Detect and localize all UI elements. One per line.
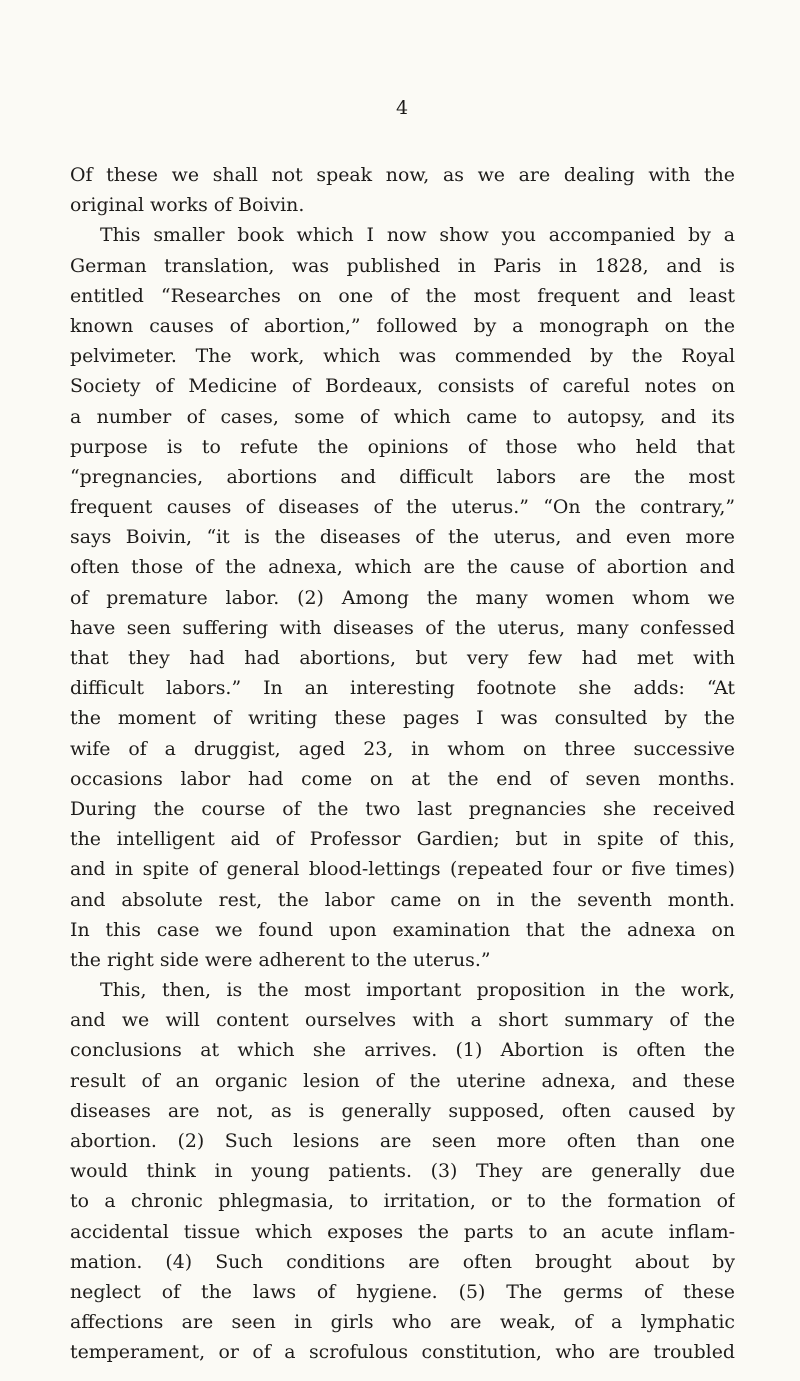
text-line: During the course of the two last pregnancies she received [70, 797, 735, 820]
text-line: to a chronic phlegmasia, to irritation, or to the formation of [70, 1190, 735, 1213]
text-line: frequent causes of diseases of the uterus.” “On the contrary,” [70, 496, 735, 519]
text-line: This, then, is the most important proposition in the work, [100, 979, 735, 1002]
text-line: wife of a druggist, aged 23, in whom on three successive [70, 737, 735, 760]
text-line: difficult labors.” In an interesting footnote she adds: “At [70, 677, 735, 700]
text-line: result of an organic lesion of the uterine adnexa, and these [70, 1069, 735, 1092]
text-line: mation. (4) Such conditions are often brought about by [70, 1250, 735, 1273]
text-line: the right side were adherent to the uterus.” [70, 948, 491, 971]
text-line: that they had had abortions, but very few had met with [70, 647, 735, 669]
text-line: have seen suffering with diseases of the uterus, many confessed [70, 616, 735, 639]
text-line: German translation, was published in Paris in 1828, and is [70, 254, 735, 277]
text-line: accidental tissue which exposes the parts to an acute inflam- [70, 1220, 735, 1243]
text-line: conclusions at which she arrives. (1) Abortion is often the [70, 1039, 735, 1062]
text-line: pelvimeter. The work, which was commended by the Royal [70, 345, 735, 368]
text-line: the moment of writing these pages I was consulted by the [70, 707, 735, 730]
text-line: occasions labor had come on at the end of seven months. [70, 767, 735, 790]
text-line: and absolute rest, the labor came on in the seventh month. [70, 888, 735, 911]
text-line: and we will content ourselves with a short summary of the [70, 1009, 735, 1032]
text-line: Society of Medicine of Bordeaux, consists of careful notes on [70, 375, 735, 398]
text-line: entitled “Researches on one of the most frequent and least [70, 284, 735, 307]
page-number: 4 [396, 97, 409, 119]
body-text [70, 160, 735, 1368]
text-line: In this case we found upon examination that the adnexa on [70, 918, 735, 941]
text-line: temperament, or of a scrofulous constitution, who are troubled [70, 1341, 735, 1364]
text-line: “pregnancies, abortions and difficult labors are the most [70, 465, 735, 488]
text-line: original works of Boivin. [70, 194, 305, 217]
text-line: a number of cases, some of which came to autopsy, and its [70, 405, 735, 428]
text-line: the intelligent aid of Professor Gardien; but in spite of this, [70, 828, 735, 851]
text-line: affections are seen in girls who are weak, of a lymphatic [70, 1311, 735, 1334]
text-line: neglect of the laws of hygiene. (5) The germs of these [70, 1280, 735, 1303]
text-line: abortion. (2) Such lesions are seen more often than one [70, 1130, 735, 1152]
text-line: known causes of abortion,” followed by a monograph on the [70, 314, 735, 337]
text-line: says Boivin, “it is the diseases of the uterus, and even more [70, 526, 735, 549]
text-line: often those of the adnexa, which are the cause of abortion and [70, 556, 735, 579]
text-line: diseases are not, as is generally supposed, often caused by [70, 1099, 735, 1122]
text-line: This smaller book which I now show you accompanied by a [100, 224, 735, 247]
text-line: purpose is to refute the opinions of those who held that [70, 435, 735, 458]
text-line: and in spite of general blood-lettings (repeated four or five times) [70, 858, 735, 881]
text-line: would think in young patients. (3) They are generally due [70, 1160, 735, 1183]
text-line: of premature labor. (2) Among the many women whom we [70, 586, 735, 609]
text-line: Of these we shall not speak now, as we are dealing with the [70, 164, 735, 186]
